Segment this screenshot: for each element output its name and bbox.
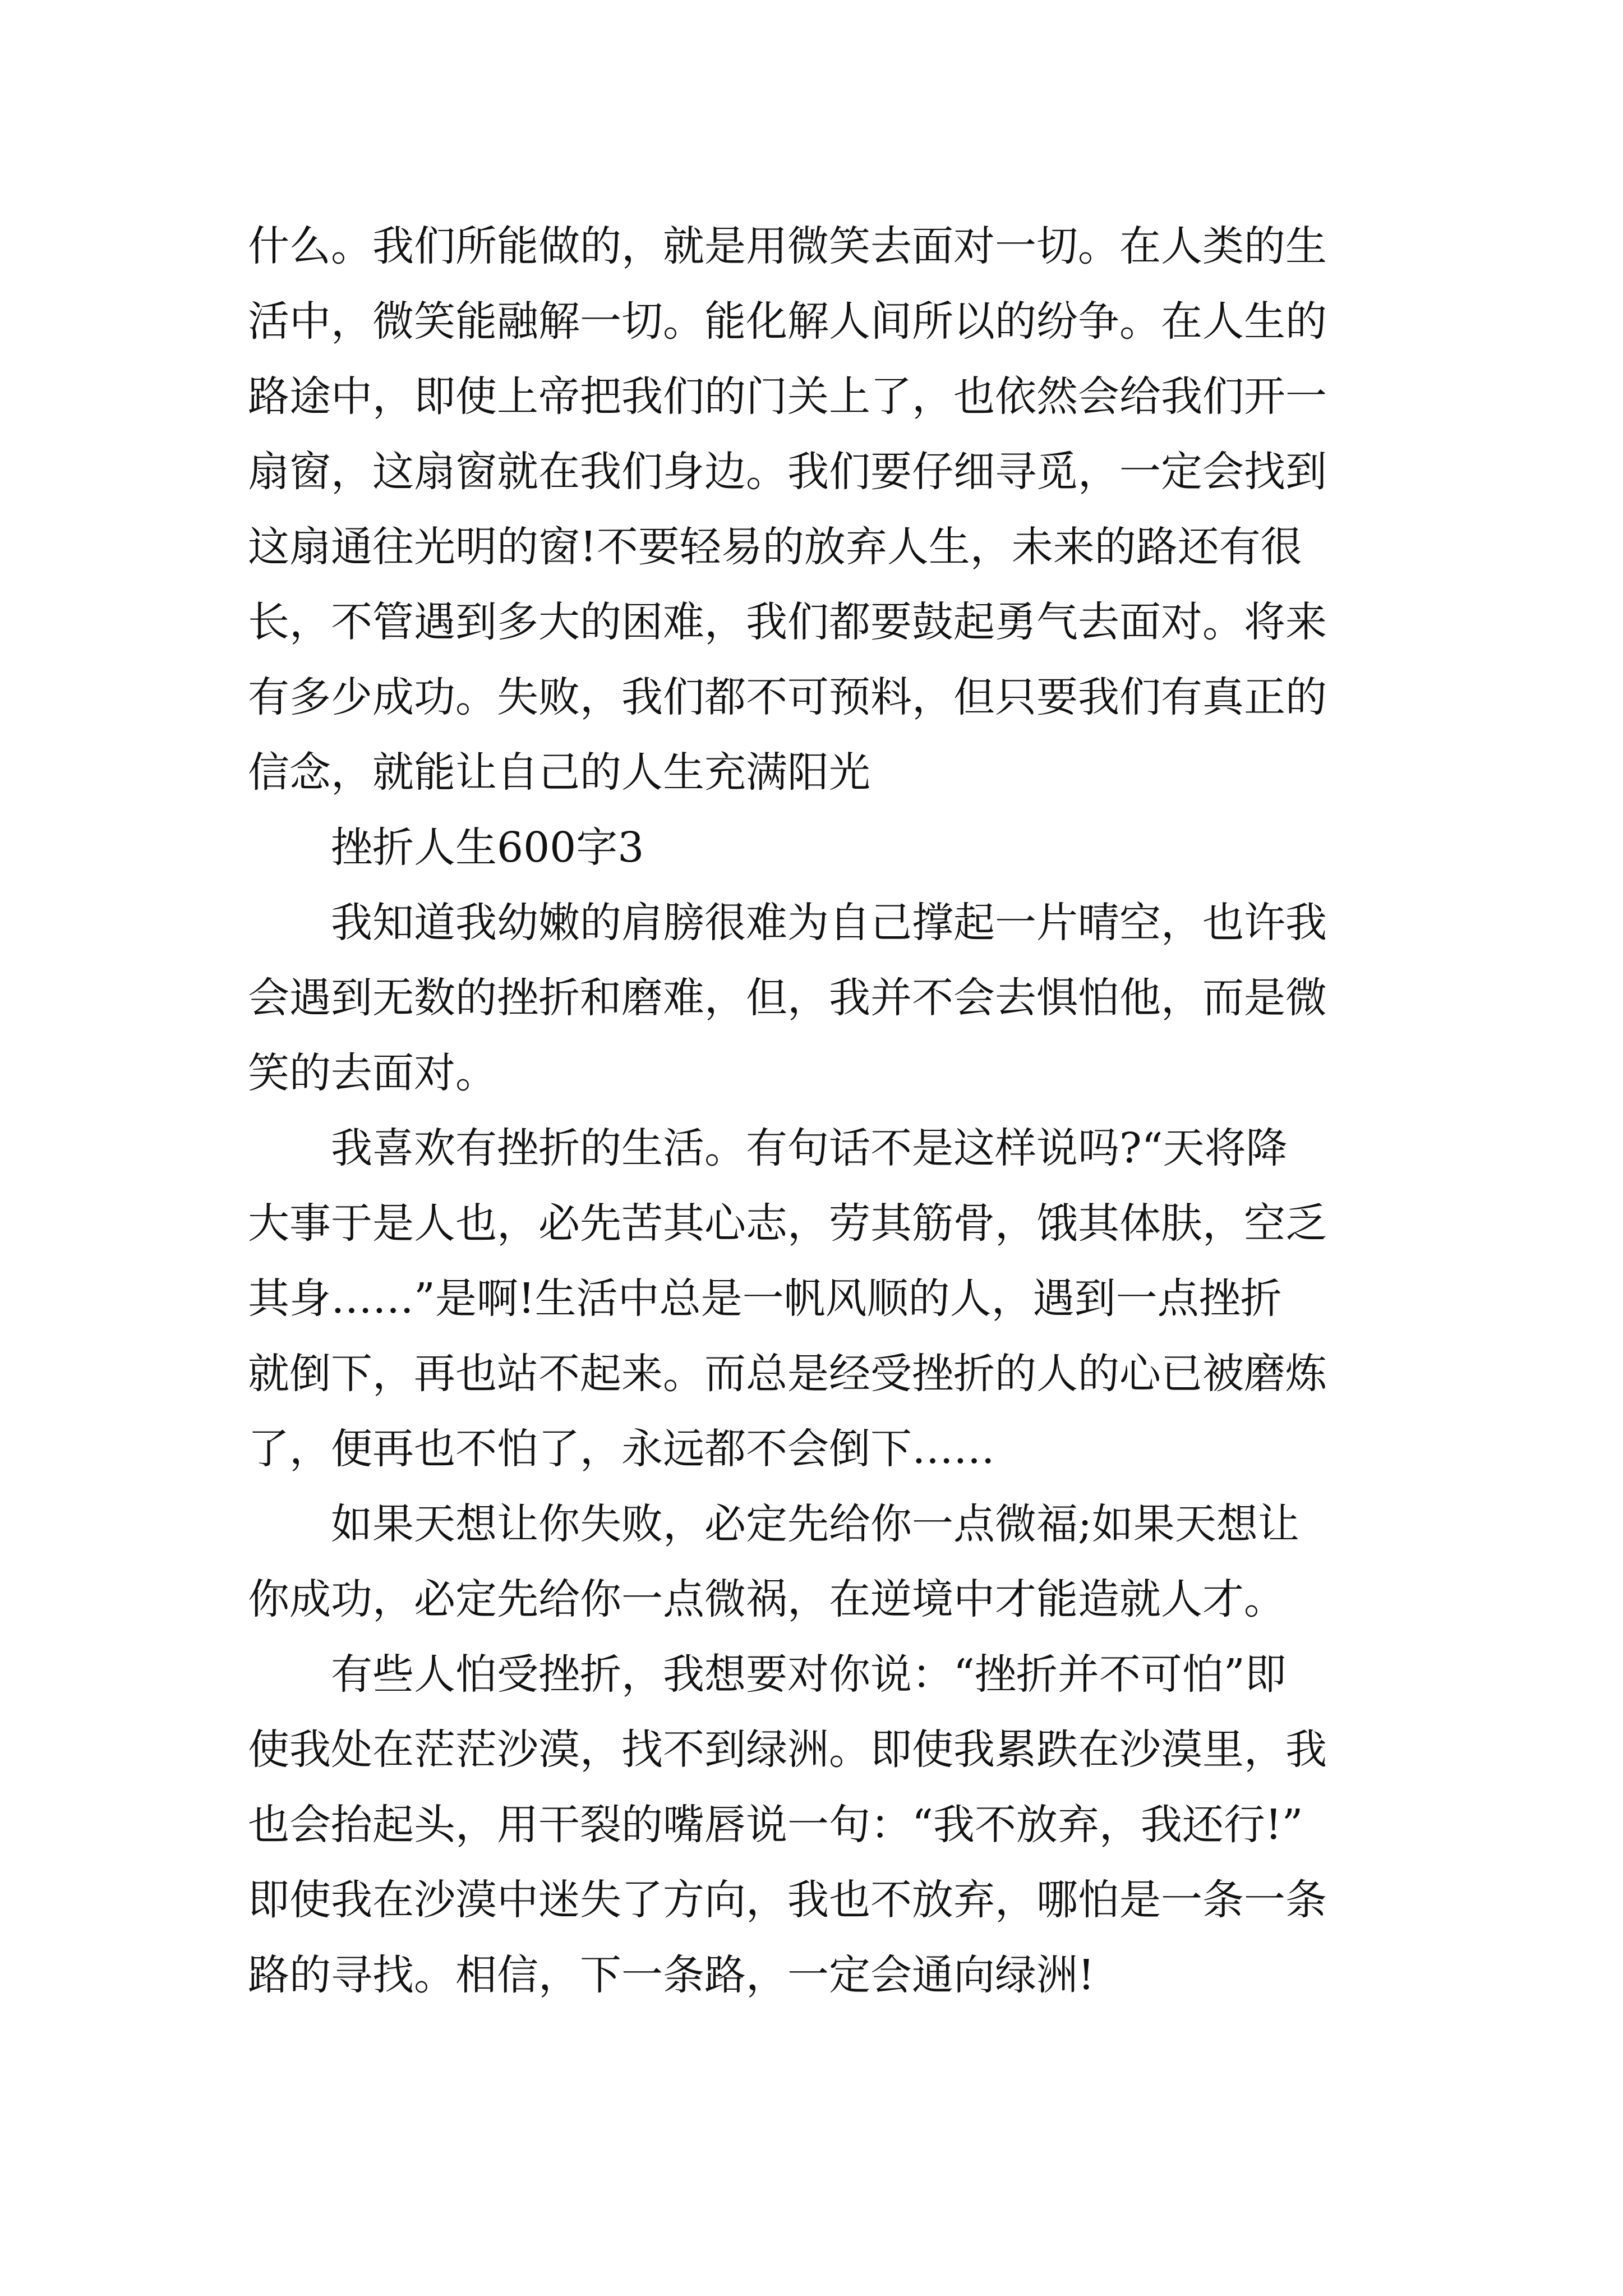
text-line: 即使我在沙漠中迷失了方向，我也不放弃，哪怕是一条一条 (248, 1876, 1327, 1924)
heading-text: 挫折人生600字3 (331, 823, 644, 872)
text-line: 会遇到无数的挫折和磨难，但，我并不会去惧怕他，而是微 (248, 974, 1327, 1022)
text-line: 使我处在茫茫沙漠，找不到绿洲。即使我累跌在沙漠里，我 (248, 1726, 1327, 1774)
document-page (248, 209, 1392, 2013)
text-line: 扇窗，这扇窗就在我们身边。我们要仔细寻觅，一定会找到 (248, 448, 1327, 496)
text-line: 路途中，即使上帝把我们的门关上了，也依然会给我们开一 (248, 372, 1327, 421)
text-line: 笑的去面对。 (248, 1049, 497, 1097)
paragraph-5 (248, 1637, 1392, 2013)
text-line: 活中，微笑能融解一切。能化解人间所以的纷争。在人生的 (248, 297, 1327, 346)
text-line: 我喜欢有挫折的生活。有句话不是这样说吗?“天将降 (331, 1124, 1288, 1172)
text-line: 了，便再也不怕了，永远都不会倒下…… (248, 1425, 995, 1473)
text-line: 也会抬起头，用干裂的嘴唇说一句：“我不放弃，我还行!” (248, 1801, 1303, 1849)
text-line: 就倒下，再也站不起来。而总是经受挫折的人的心已被磨炼 (248, 1350, 1327, 1398)
text-line: 有多少成功。失败，我们都不可预料，但只要我们有真正的 (248, 673, 1327, 721)
text-line: 这扇通往光明的窗!不要轻易的放弃人生，未来的路还有很 (248, 523, 1302, 571)
text-line: 有些人怕受挫折，我想要对你说：“挫折并不可怕”即 (331, 1650, 1287, 1699)
text-line: 其身……”是啊!生活中总是一帆风顺的人，遇到一点挫折 (248, 1274, 1282, 1323)
text-line: 长，不管遇到多大的困难，我们都要鼓起勇气去面对。将来 (248, 598, 1327, 646)
paragraph-3 (248, 1111, 1392, 1487)
text-line: 信念，就能让自己的人生充满阳光 (248, 748, 870, 797)
text-line: 大事于是人也，必先苦其心志，劳其筋骨，饿其体肤，空乏 (248, 1199, 1327, 1248)
text-line: 如果天想让你失败，必定先给你一点微福;如果天想让 (331, 1500, 1299, 1548)
text-line: 我知道我幼嫩的肩膀很难为自己撑起一片晴空，也许我 (331, 899, 1327, 947)
text-line: 什么。我们所能做的，就是用微笑去面对一切。在人类的生 (248, 222, 1327, 270)
paragraph-2 (248, 885, 1392, 1111)
paragraph-4 (248, 1487, 1392, 1637)
paragraph-1 (248, 209, 1392, 810)
text-line: 路的寻找。相信，下一条路，一定会通向绿洲! (248, 1951, 1095, 1999)
text-line: 你成功，必定先给你一点微祸，在逆境中才能造就人才。 (248, 1575, 1285, 1623)
section-heading (248, 810, 1392, 885)
